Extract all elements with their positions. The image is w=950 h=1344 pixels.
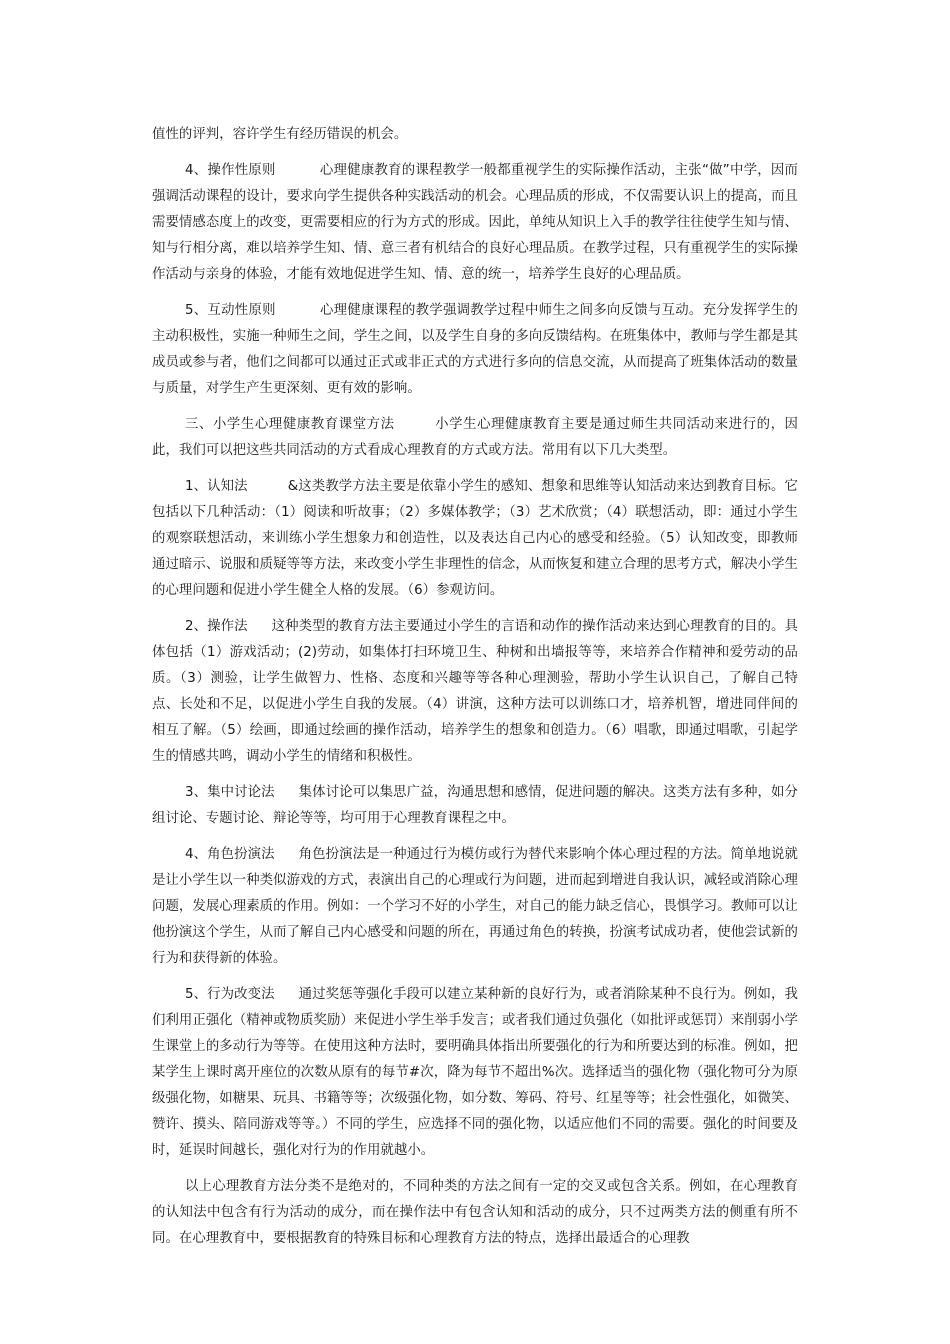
section-heading: 5、行为改变法 (185, 987, 275, 1002)
section-heading: 4、操作性原则 (185, 163, 276, 178)
document-page (152, 122, 798, 1262)
paragraph-text: 小学生心理健康教育主要是通过师生共同活动来进行的，因此，我们可以把这些共同活动的方式看成心理教育的方式或方法。常用有以下几大类型。 (152, 417, 798, 458)
paragraph-operational-principle (152, 158, 798, 288)
paragraph-text: 值性的评判，容许学生有经历错误的机会。 (152, 127, 408, 142)
section-heading: 4、角色扮演法 (185, 847, 275, 862)
paragraph-text: 心理健康教育的课程教学一般都重视学生的实际操作活动，主张“做”中学，因而强调活动课程的设计，要求向学生提供各种实践活动的机会。心理品质的形成，不仅需要认识上的提高，而且需要情感态度上的改变，更需要相应的行为方式的形成。因此，单纯从知识上入手的教学往往使学生知与情、知与行相分离，难以培养学生知、情、意三者有机结合的良好心理品质。在教学过程，只有重视学生的实际操作活动与亲身的体验，才能有效地促进学生知、情、意的统一，培养学生良好的心理品质。 (152, 163, 799, 282)
paragraph-summary (152, 1174, 798, 1252)
paragraph-text: 集体讨论可以集思广益，沟通思想和感情，促进问题的解决。这类方法有多种，如分组讨论、专题讨论、辩论等等，均可用于心理教育课程之中。 (152, 785, 798, 826)
paragraph-text: 心理健康课程的教学强调教学过程中师生之间多向反馈与互动。充分发挥学生的主动积极性，实施一种师生之间，学生之间，以及学生自身的多向反馈结构。在班集体中，教师与学生都是其成员或参与者，他们之间都可以通过正式或非正式的方式进行多向的信息交流，从而提高了班集体活动的数量与质量，对学生产生更深刻、更有效的影响。 (152, 303, 798, 396)
section-heading: 三、小学生心理健康教育课堂方法 (185, 417, 395, 432)
paragraph-cognitive-method (152, 474, 798, 604)
paragraph-behavior-change-method (152, 982, 798, 1164)
paragraph-text: 这种类型的教育方法主要通过小学生的言语和动作的操作活动来达到心理教育的目的。具体包括（1）游戏活动；(2)劳动，如集体打扫环境卫生、种树和出墙报等等，来培养合作精神和爱劳动的品质。（3）测验，让学生做智力、性格、态度和兴趣等等各种心理测验，帮助小学生认识自己，了解自己特点、长处和不足，以促进小学生自我的发展。（4）讲演，这种方法可以训练口才，培养机智，增进同伴间的相互了解。（5）绘画，即通过绘画的操作活动，培养学生的想象和创造力。（6）唱歌，即通过唱歌，引起学生的情感共鸣，调动小学生的情绪和积极性。 (152, 619, 798, 764)
section-heading: 1、认知法 (185, 479, 248, 494)
paragraph-text: 通过奖惩等强化手段可以建立某种新的良好行为，或者消除某种不良行为。例如，我们利用正强化（精神或物质奖励）来促进小学生举手发言；或者我们通过负强化（如批评或惩罚）来削弱小学生课堂上的多动行为等等。在使用这种方法时，要明确具体指出所要强化的行为和所要达到的标准。例如，把某学生上课时离开座位的次数从原有的每节#次，降为每节不超出%次。选择适当的强化物（强化物可分为原级强化物，如糖果、玩具、书籍等等；次级强化物，如分数、筹码、符号、红星等等；社会性强化，如微笑、赞许、摸头、陪同游戏等等。）不同的学生，应选择不同的强化物，以适应他们不同的需要。强化的时间要及时，延误时间越长，强化对行为的作用就越小。 (152, 987, 798, 1158)
paragraph-continuation (152, 122, 798, 148)
section-heading: 3、集中讨论法 (185, 785, 275, 800)
paragraph-interactive-principle (152, 298, 798, 402)
paragraph-operation-method (152, 614, 798, 770)
paragraph-classroom-methods (152, 412, 798, 464)
section-heading: 5、互动性原则 (185, 303, 276, 318)
paragraph-discussion-method (152, 780, 798, 832)
paragraph-text: &这类教学方法主要是依靠小学生的感知、想象和思维等认知活动来达到教育目标。它包括以下几种活动：（1）阅读和听故事；（2）多媒体教学；（3）艺术欣赏；（4）联想活动，即：通过小学生的观察联想活动，来训练小学生想象力和创造性，以及表达自己内心的感受和经验。（5）认知改变，即教师通过暗示、说服和质疑等等方法，来改变小学生非理性的信念，从而恢复和建立合理的思考方式，解决小学生的心理问题和促进小学生健全人格的发展。（6）参观访问。 (152, 479, 798, 598)
paragraph-role-play-method (152, 842, 798, 972)
paragraph-text: 角色扮演法是一种通过行为模仿或行为替代来影响个体心理过程的方法。简单地说就是让小学生以一种类似游戏的方式，表演出自己的心理或行为问题，进而起到增进自我认识，减轻或消除心理问题，发展心理素质的作用。例如：一个学习不好的小学生，对自己的能力缺乏信心，畏惧学习。教师可以让他扮演这个学生，从而了解自己内心感受和问题的所在，再通过角色的转换，扮演考试成功者，使他尝试新的行为和获得新的体验。 (152, 847, 798, 966)
section-heading: 2、操作法 (185, 619, 248, 634)
paragraph-text: 以上心理教育方法分类不是绝对的，不同种类的方法之间有一定的交叉或包含关系。例如，在心理教育的认知法中包含有行为活动的成分，而在操作法中有包含认知和活动的成分，只不过两类方法的侧重有所不同。在心理教育中，要根据教育的特殊目标和心理教育方法的特点，选择出最适合的心理教 (152, 1179, 798, 1246)
